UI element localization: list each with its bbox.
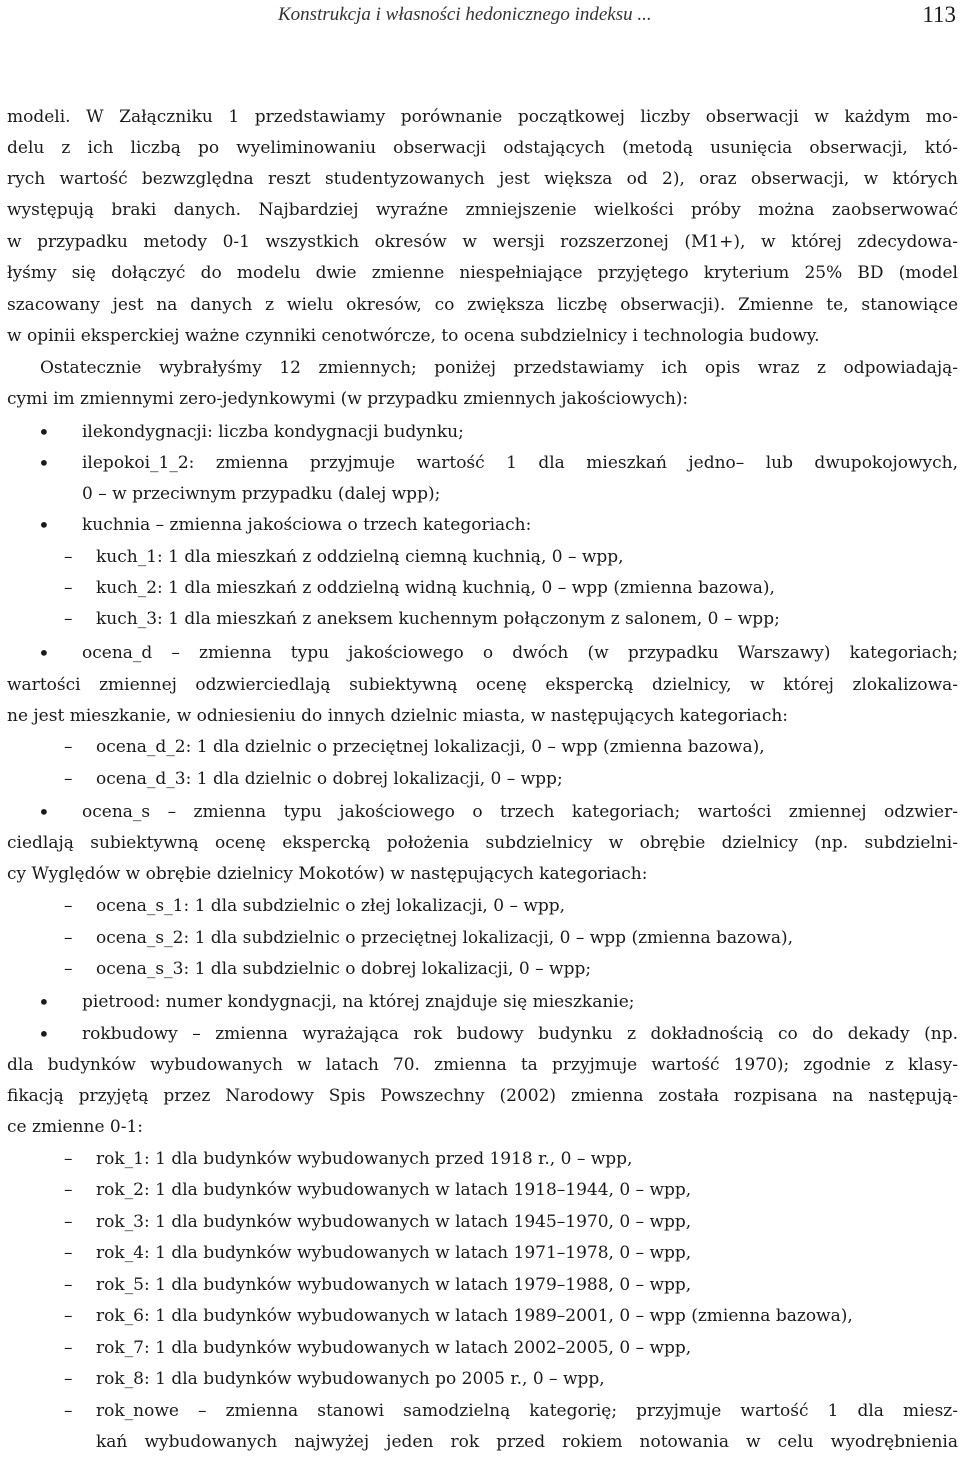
list-item-continuation: wartości zmiennej odzwierciedlają subiektywną ocenę ekspercką dzielnicy, w której zlokalizowa- [7, 675, 958, 695]
list-item: kuchnia – zmienna jakościowa o trzech kategoriach: [82, 515, 532, 535]
list-item-continuation: fikacją przyjętą przez Narodowy Spis Powszechny (2002) zmienna została rozpisana na następują- [7, 1086, 958, 1106]
bullet-icon: • [38, 1022, 50, 1046]
list-item: ocena_d – zmienna typu jakościowego o dwóch (w przypadku Warszawy) kategoriach; [82, 643, 958, 663]
bullet-icon: • [38, 990, 50, 1014]
sub-list-item: rok_2: 1 dla budynków wybudowanych w latach 1918–1944, 0 – wpp, [96, 1180, 692, 1200]
sub-list-item: ocena_s_3: 1 dla subdzielnic o dobrej lokalizacji, 0 – wpp; [96, 959, 592, 979]
dash-icon: – [64, 1401, 73, 1421]
dash-icon: – [64, 928, 73, 948]
bullet-icon: • [38, 513, 50, 537]
dash-icon: – [64, 959, 73, 979]
sub-list-item: ocena_d_3: 1 dla dzielnic o dobrej lokalizacji, 0 – wpp; [96, 769, 563, 789]
sub-list-item: kuch_2: 1 dla mieszkań z oddzielną widną kuchnią, 0 – wpp (zmienna bazowa), [96, 578, 775, 598]
list-item: rokbudowy – zmienna wyrażająca rok budowy budynku z dokładnością co do dekady (np. [82, 1024, 958, 1044]
text-line: Ostatecznie wybrałyśmy 12 zmiennych; poniżej przedstawiamy ich opis wraz z odpowiadają- [40, 358, 958, 378]
sub-list-item: rok_8: 1 dla budynków wybudowanych po 2005 r., 0 – wpp, [96, 1369, 605, 1389]
running-header [0, 0, 960, 34]
dash-icon: – [64, 547, 73, 567]
running-title: Konstrukcja i własności hedonicznego indeksu ... [278, 4, 652, 25]
dash-icon: – [64, 1243, 73, 1263]
text-line: występują braki danych. Najbardziej wyraźne zmniejszenie wielkości próby można zaobserwować [7, 200, 958, 220]
list-item: ilekondygnacji: liczba kondygnacji budynku; [82, 422, 464, 442]
bullet-icon: • [38, 641, 50, 665]
list-item-continuation: ne jest mieszkanie, w odniesieniu do innych dzielnic miasta, w następujących kategoriach: [7, 706, 789, 726]
sub-list-item-continuation: kań wybudowanych najwyżej jeden rok przed rokiem notowania w celu wyodrębnienia [96, 1432, 958, 1452]
list-item: pietrood: numer kondygnacji, na której znajduje się mieszkanie; [82, 992, 635, 1012]
list-item-continuation: 0 – w przeciwnym przypadku (dalej wpp); [82, 484, 441, 504]
list-item-continuation: dla budynków wybudowanych w latach 70. zmienna ta przyjmuje wartość 1970); zgodnie z klasy- [7, 1055, 958, 1075]
dash-icon: – [64, 896, 73, 916]
dash-icon: – [64, 1149, 73, 1169]
text-line: rych wartość bezwzględna reszt studentyzowanych jest większa od 2), oraz obserwacji, w których [7, 169, 958, 189]
text-line: w opinii eksperckiej ważne czynniki cenotwórcze, to ocena subdzielnicy i technologia budowy. [7, 326, 820, 346]
text-line: delu z ich liczbą po wyeliminowaniu obserwacji odstających (metodą usunięcia obserwacji, któ- [7, 138, 958, 158]
sub-list-item: rok_7: 1 dla budynków wybudowanych w latach 2002–2005, 0 – wpp, [96, 1338, 692, 1358]
sub-list-item: rok_4: 1 dla budynków wybudowanych w latach 1971–1978, 0 – wpp, [96, 1243, 692, 1263]
sub-list-item: rok_3: 1 dla budynków wybudowanych w latach 1945–1970, 0 – wpp, [96, 1212, 692, 1232]
sub-list-item: kuch_3: 1 dla mieszkań z aneksem kuchennym połączonym z salonem, 0 – wpp; [96, 609, 780, 629]
list-item: ocena_s – zmienna typu jakościowego o trzech kategoriach; wartości zmiennej odzwier- [82, 802, 958, 822]
bullet-icon: • [38, 420, 50, 444]
sub-list-item: rok_5: 1 dla budynków wybudowanych w latach 1979–1988, 0 – wpp, [96, 1275, 692, 1295]
list-item-continuation: ce zmienne 0-1: [7, 1117, 144, 1137]
dash-icon: – [64, 1306, 73, 1326]
list-item-continuation: cy Wyględów w obrębie dzielnicy Mokotów) w następujących kategoriach: [7, 864, 648, 884]
dash-icon: – [64, 578, 73, 598]
text-line: łyśmy się dołączyć do modelu dwie zmienne niespełniające przyjętego kryterium 25% BD (model [7, 263, 958, 283]
sub-list-item: kuch_1: 1 dla mieszkań z oddzielną ciemną kuchnią, 0 – wpp, [96, 547, 624, 567]
page-number: 113 [922, 2, 956, 27]
bullet-icon: • [38, 451, 50, 475]
sub-list-item: rok_6: 1 dla budynków wybudowanych w latach 1989–2001, 0 – wpp (zmienna bazowa), [96, 1306, 853, 1326]
sub-list-item: rok_1: 1 dla budynków wybudowanych przed 1918 r., 0 – wpp, [96, 1149, 633, 1169]
list-item-continuation: ciedlają subiektywną ocenę ekspercką położenia subdzielnicy w obrębie dzielnicy (np. subdzielni- [7, 833, 958, 853]
dash-icon: – [64, 1180, 73, 1200]
dash-icon: – [64, 1338, 73, 1358]
sub-list-item: ocena_s_2: 1 dla subdzielnic o przeciętnej lokalizacji, 0 – wpp (zmienna bazowa), [96, 928, 794, 948]
text-line: w przypadku metody 0-1 wszystkich okresów w wersji rozszerzonej (M1+), w której zdecydowa- [7, 232, 958, 252]
dash-icon: – [64, 609, 73, 629]
text-line: cymi im zmiennymi zero-jedynkowymi (w przypadku zmiennych jakościowych): [7, 389, 689, 409]
dash-icon: – [64, 1212, 73, 1232]
dash-icon: – [64, 1369, 73, 1389]
dash-icon: – [64, 1275, 73, 1295]
sub-list-item: ocena_s_1: 1 dla subdzielnic o złej lokalizacji, 0 – wpp, [96, 896, 566, 916]
dash-icon: – [64, 737, 73, 757]
bullet-icon: • [38, 800, 50, 824]
sub-list-item: rok_nowe – zmienna stanowi samodzielną kategorię; przyjmuje wartość 1 dla miesz- [96, 1401, 958, 1421]
sub-list-item: ocena_d_2: 1 dla dzielnic o przeciętnej lokalizacji, 0 – wpp (zmienna bazowa), [96, 737, 765, 757]
text-line: szacowany jest na danych z wielu okresów, co zwiększa liczbę obserwacji). Zmienne te, stanowiące [7, 295, 958, 315]
dash-icon: – [64, 769, 73, 789]
text-line: modeli. W Załączniku 1 przedstawiamy porównanie początkowej liczby obserwacji w każdym mo- [7, 107, 958, 127]
list-item: ilepokoi_1_2: zmienna przyjmuje wartość 1 dla mieszkań jedno– lub dwupokojowych, [82, 453, 958, 473]
